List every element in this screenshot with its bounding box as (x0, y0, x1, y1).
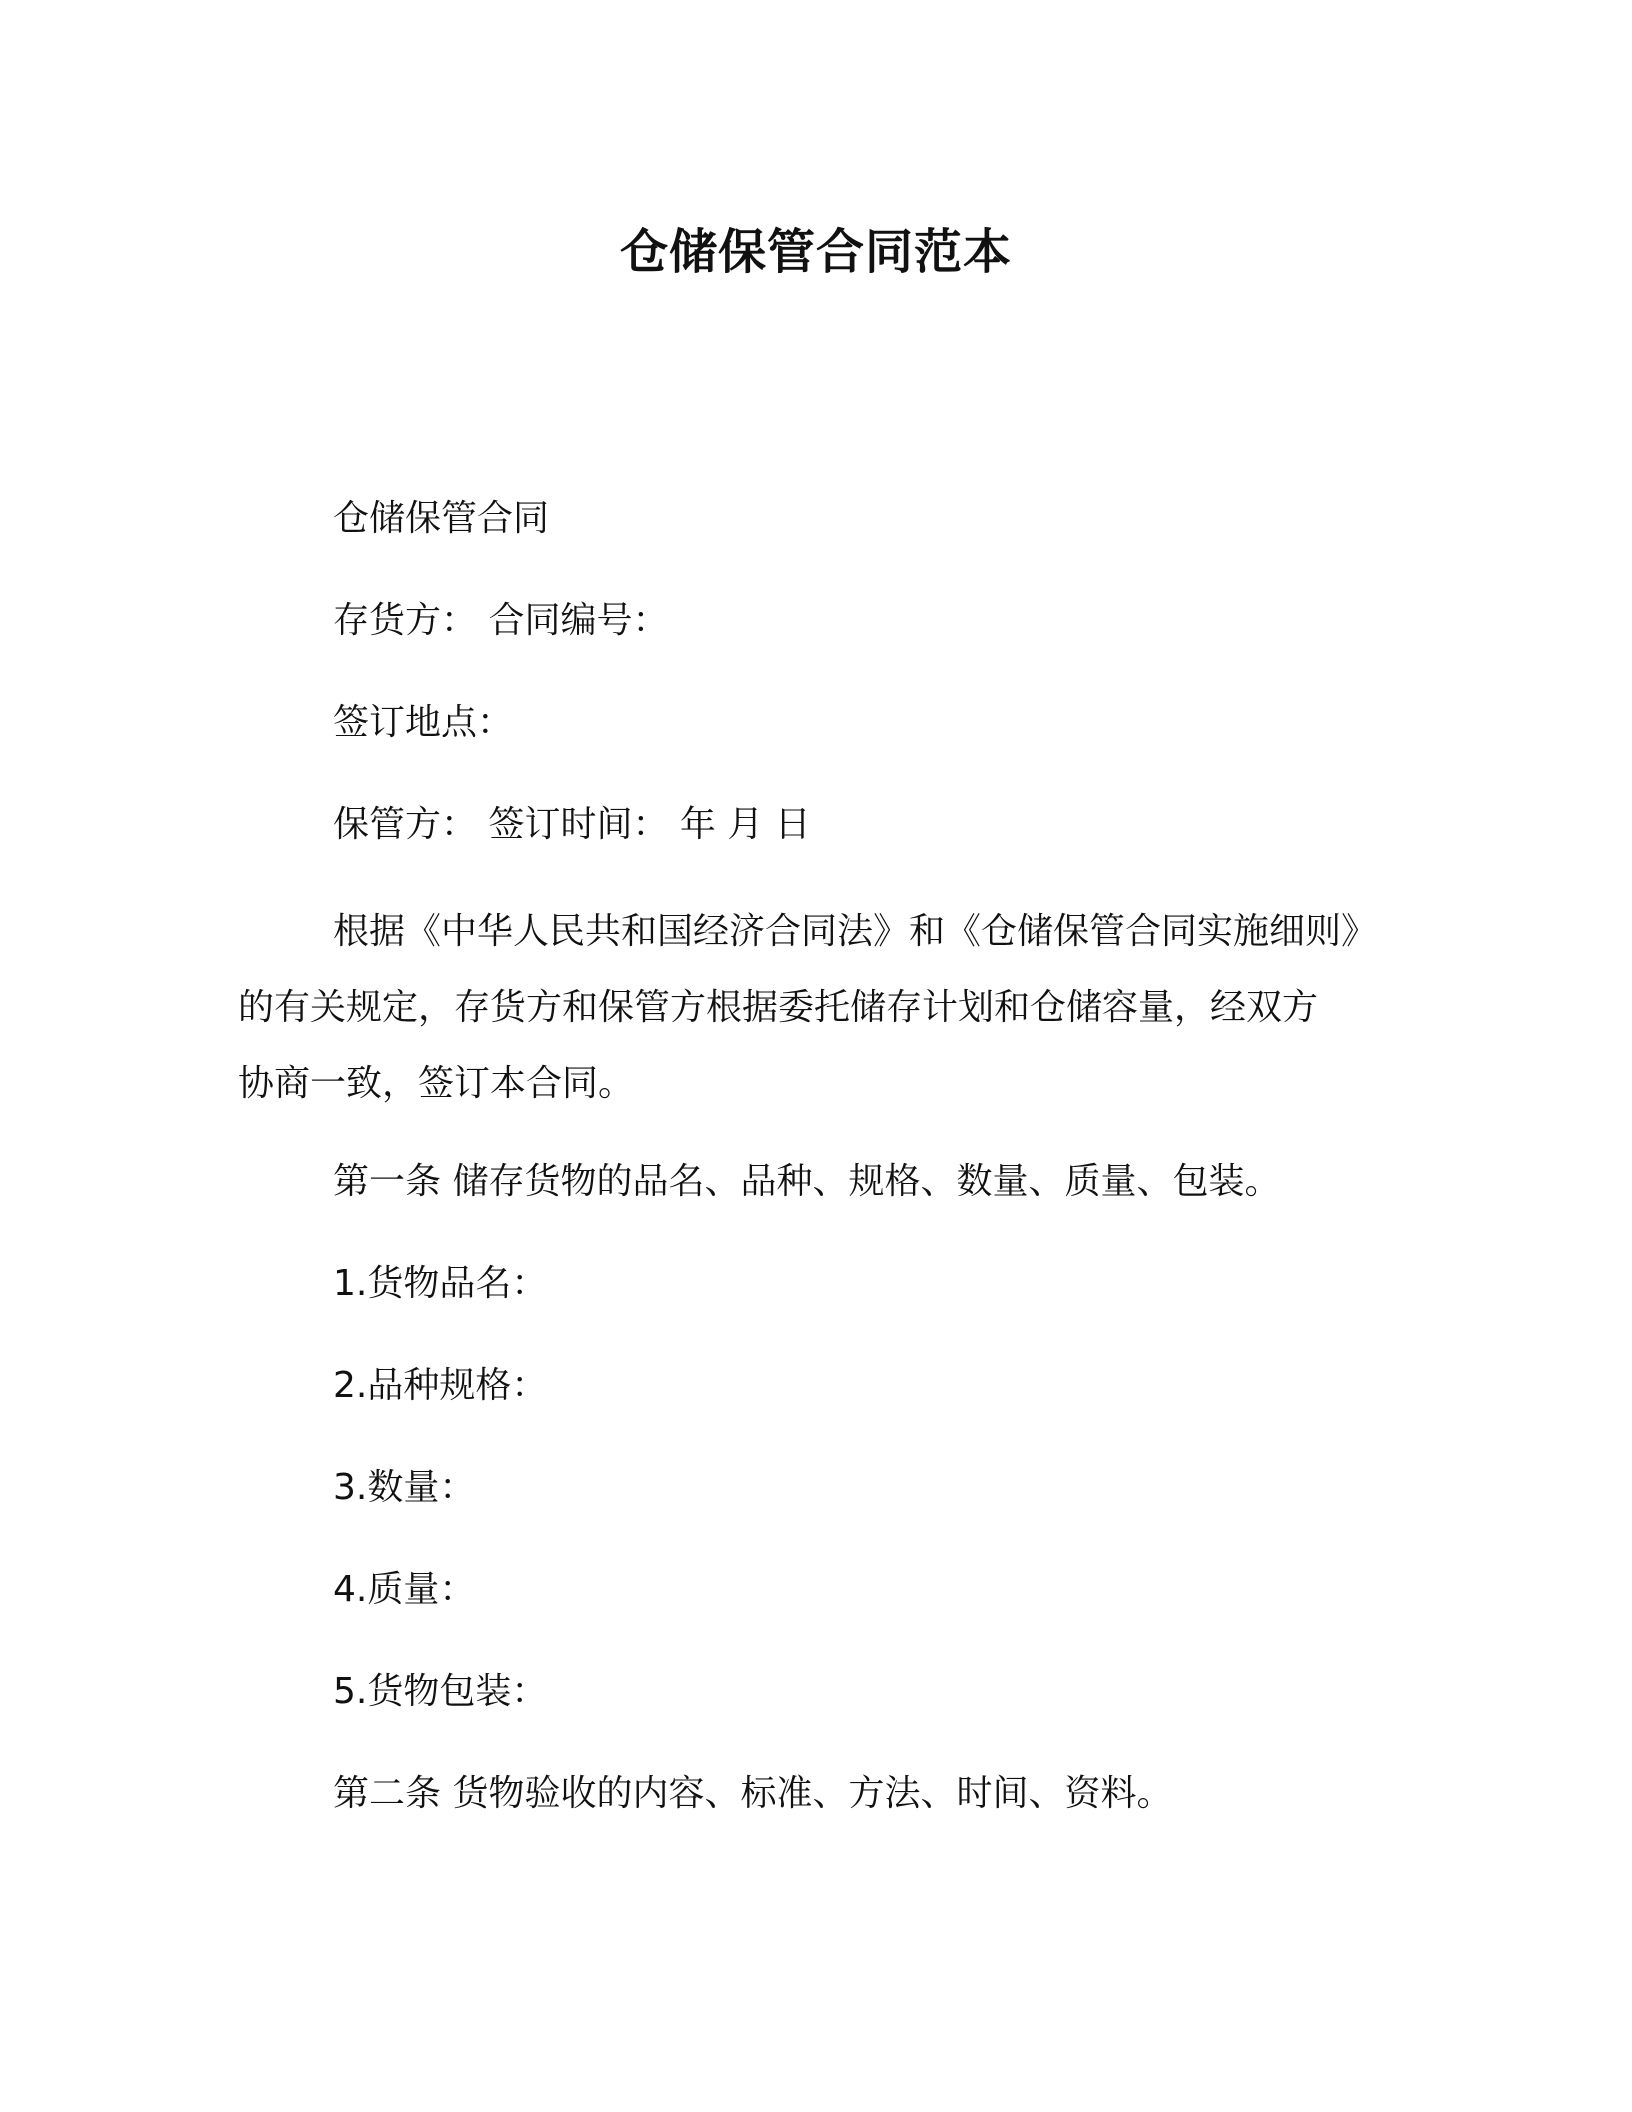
item-specification: 2.品种规格： (333, 1365, 548, 1406)
article-2: 第二条 货物验收的内容、标准、方法、时间、资料。 (333, 1773, 1173, 1814)
article-1: 第一条 储存货物的品名、品种、规格、数量、质量、包装。 (333, 1161, 1281, 1202)
item-goods-name: 1.货物品名： (333, 1263, 548, 1304)
intro-line: 的有关规定，存货方和保管方根据委托储存计划和仓储容量，经双方 (238, 987, 1319, 1028)
custodian-line: 保管方： 签订时间： 年 月 日 (333, 804, 811, 845)
item-packaging: 5.货物包装： (333, 1671, 548, 1712)
document-title: 仓储保管合同范本 (619, 224, 1012, 280)
contract-heading: 仓储保管合同 (333, 498, 550, 539)
signing-place-line: 签订地点： (333, 702, 514, 743)
item-quality: 4.质量： (333, 1569, 476, 1610)
item-quantity: 3.数量： (333, 1467, 476, 1508)
intro-line: 根据《中华人民共和国经济合同法》和《仓储保管合同实施细则》 (333, 911, 1378, 952)
intro-line: 协商一致，签订本合同。 (238, 1063, 635, 1104)
intro-paragraph (238, 894, 1408, 1122)
depositor-line: 存货方： 合同编号： (333, 600, 669, 641)
